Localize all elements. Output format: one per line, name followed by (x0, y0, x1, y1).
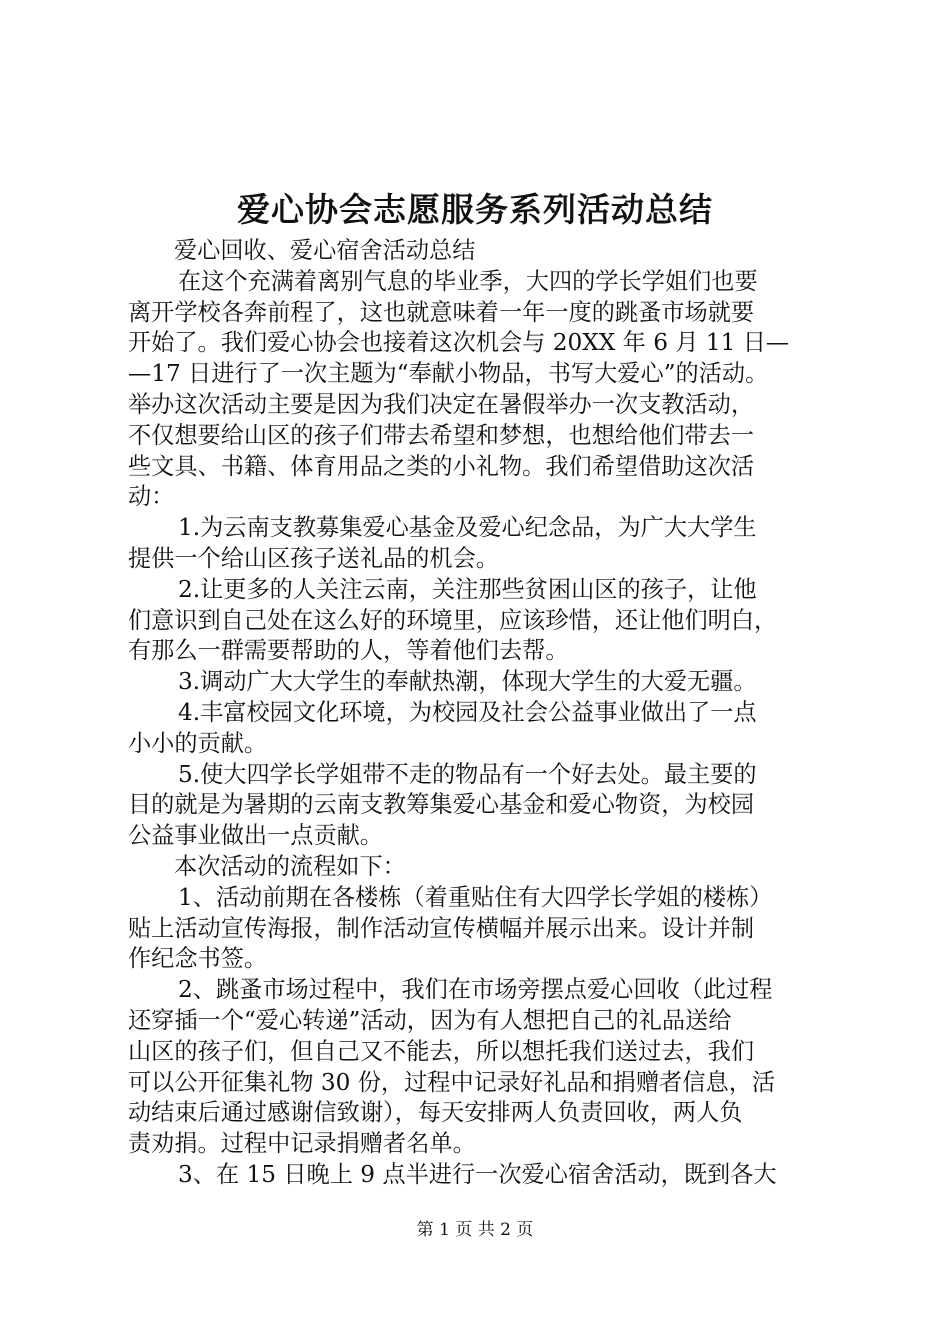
text-line: 还穿插一个“爱心转递”活动，因为有人想把自己的礼品送给 (128, 1006, 732, 1034)
text-line: 责劝捐。过程中记录捐赠者名单。 (128, 1130, 476, 1158)
text-line: 动结束后通过感谢信致谢），每天安排两人负责回收，两人负 (128, 1099, 743, 1127)
text-line: 有那么一群需要帮助的人，等着他们去帮。 (128, 637, 569, 665)
text-line: 爱心回收、爱心宿舍活动总结 (174, 237, 476, 264)
text-line: 贴上活动宣传海报，制作活动宣传横幅并展示出来。设计并制 (128, 914, 755, 942)
text-line: 山区的孩子们，但自己又不能去，所以想托我们送过去，我们 (128, 1037, 755, 1065)
text-line: 离开学校各奔前程了，这也就意味着一年一度的跳蚤市场就要 (128, 298, 755, 326)
text-line: 5.使大四学长学姐带不走的物品有一个好去处。最主要的 (178, 760, 757, 788)
text-line: 们意识到自己处在这么好的环境里，应该珍惜，还让他们明白， (128, 606, 778, 634)
text-line: 举办这次活动主要是因为我们决定在暑假举办一次支教活动， (128, 390, 755, 418)
text-line: 1、活动前期在各楼栋（着重贴住有大四学长学姐的楼栋） (178, 883, 773, 911)
text-line: 4.丰富校园文化环境，为校园及社会公益事业做出了一点 (178, 698, 757, 726)
text-line: 在这个充满着离别气息的毕业季，大四的学长学姐们也要 (178, 267, 758, 295)
text-line: 2.让更多的人关注云南，关注那些贫困山区的孩子，让他 (178, 575, 757, 603)
document-body (128, 236, 828, 1191)
text-line: 开始了。我们爱心协会也接着这次机会与 20XX 年 6 月 11 日— (128, 329, 790, 357)
page-footer: 第 1 页 共 2 页 (416, 1220, 534, 1240)
text-line: —17 日进行了一次主题为“奉献小物品，书写大爱心”的活动。 (128, 360, 769, 388)
text-line: 小小的贡献。 (128, 729, 268, 757)
text-line: 些文具、书籍、体育用品之类的小礼物。我们希望借助这次活 (128, 452, 755, 480)
text-line: 2、跳蚤市场过程中，我们在市场旁摆点爱心回收（此过程 (178, 976, 773, 1004)
text-line: 3.调动广大大学生的奉献热潮，体现大学生的大爱无疆。 (178, 668, 757, 696)
text-line: 1.为云南支教募集爱心基金及爱心纪念品，为广大大学生 (178, 514, 757, 542)
text-line: 目的就是为暑期的云南支教筹集爱心基金和爱心物资，为校园 (128, 791, 755, 819)
text-line: 本次活动的流程如下： (174, 852, 406, 880)
document-title: 爱心协会志愿服务系列活动总结 (237, 190, 713, 229)
text-line: 3、在 15 日晚上 9 点半进行一次爱心宿舍活动，既到各大 (178, 1160, 777, 1188)
text-line: 动： (128, 483, 175, 511)
text-line: 作纪念书签。 (128, 945, 268, 973)
text-line: 公益事业做出一点贡献。 (128, 822, 384, 850)
text-line: 提供一个给山区孩子送礼品的机会。 (128, 544, 499, 572)
text-line: 可以公开征集礼物 30 份，过程中记录好礼品和捐赠者信息，活 (128, 1068, 776, 1096)
text-line: 不仅想要给山区的孩子们带去希望和梦想，也想给他们带去一 (128, 421, 755, 449)
